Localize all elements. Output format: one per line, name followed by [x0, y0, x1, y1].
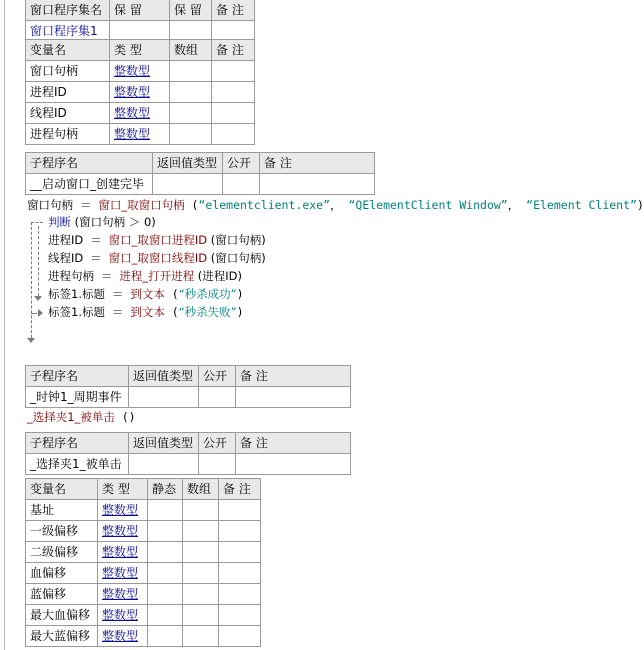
code-string: “秒杀成功”	[178, 287, 237, 301]
code-variable: 标签1.标题	[48, 305, 105, 319]
cell[interactable]	[212, 124, 255, 145]
cell[interactable]	[170, 82, 212, 103]
header-cell: 保 留	[170, 0, 212, 21]
header-cell: 备 注	[236, 366, 351, 387]
cell[interactable]	[219, 605, 261, 626]
flow-line	[31, 222, 43, 223]
var-type-link[interactable]: 整数型	[98, 542, 148, 563]
cell[interactable]	[148, 521, 183, 542]
code-args: (窗口句柄)	[207, 251, 266, 265]
code-line-call-tab-click[interactable]	[27, 409, 136, 425]
cell[interactable]	[148, 605, 183, 626]
cell[interactable]	[148, 563, 183, 584]
cell[interactable]	[236, 454, 351, 475]
var-type-link[interactable]: 整数型	[110, 124, 170, 145]
code-separator: ，	[507, 198, 527, 212]
subroutine-vars-table	[25, 478, 261, 647]
var-type-link[interactable]: 整数型	[98, 500, 148, 521]
header-cell: 备 注	[212, 0, 255, 21]
var-name-cell[interactable]: 窗口句柄	[26, 61, 110, 82]
code-expression: (窗口句柄 ＞ 0)	[71, 215, 156, 229]
code-line-if-judge[interactable]	[48, 214, 156, 230]
table-header-row	[26, 366, 351, 387]
header-cell: 公开	[199, 366, 236, 387]
code-function: 到文本	[130, 305, 165, 319]
cell[interactable]	[148, 542, 183, 563]
table-row[interactable]	[26, 387, 351, 408]
header-cell: 子程序名	[26, 366, 129, 387]
code-line-set-label-success[interactable]	[48, 286, 244, 302]
flow-line	[38, 226, 39, 296]
header-cell: 返回值类型	[129, 433, 199, 454]
header-cell: 类 型	[98, 479, 148, 500]
code-string: “Element Client”	[526, 198, 637, 212]
var-type-link[interactable]: 整数型	[98, 626, 148, 647]
table-row[interactable]	[26, 584, 261, 605]
table-header-row	[26, 433, 351, 454]
var-type-link[interactable]: 整数型	[110, 103, 170, 124]
code-paren: )	[636, 198, 644, 212]
code-args: ()	[114, 410, 136, 424]
table-header-row	[26, 0, 255, 21]
cell[interactable]	[170, 61, 212, 82]
code-separator: ，	[330, 198, 349, 212]
code-function: 窗口_取窗口句柄	[98, 198, 185, 212]
cell[interactable]	[183, 542, 219, 563]
var-name-cell[interactable]: 线程ID	[26, 103, 110, 124]
flow-line	[31, 222, 32, 338]
var-name-cell[interactable]: 最大血偏移	[26, 605, 98, 626]
code-function: 窗口_取窗口进程ID	[108, 233, 208, 247]
table-header-row	[26, 40, 255, 61]
cell[interactable]	[183, 563, 219, 584]
cell[interactable]	[219, 521, 261, 542]
subroutine-table-tab-click	[25, 432, 351, 475]
header-cell: 变量名	[26, 40, 110, 61]
header-cell: 返回值类型	[129, 366, 199, 387]
table-row[interactable]	[26, 454, 351, 475]
code-variable: 进程ID	[48, 233, 84, 247]
cell[interactable]	[153, 174, 223, 195]
table-row[interactable]	[26, 542, 261, 563]
var-name-cell[interactable]: 最大蓝偏移	[26, 626, 98, 647]
table-row[interactable]	[26, 82, 255, 103]
header-cell: 数组	[170, 40, 212, 61]
cell[interactable]	[183, 605, 219, 626]
window-vars-table	[25, 39, 255, 145]
cell[interactable]	[219, 626, 261, 647]
header-cell: 备 注	[236, 433, 351, 454]
code-operator: ＝	[83, 251, 109, 265]
code-line-set-label-fail[interactable]	[48, 304, 244, 320]
code-line-get-thread-id[interactable]	[48, 250, 266, 266]
code-line-get-process-id[interactable]	[48, 232, 266, 248]
cell[interactable]	[219, 563, 261, 584]
var-type-link[interactable]: 整数型	[110, 82, 170, 103]
code-operator: ＝	[94, 269, 120, 283]
code-variable: 窗口句柄	[27, 198, 73, 212]
header-cell: 备 注	[212, 40, 255, 61]
table-row[interactable]	[26, 563, 261, 584]
cell[interactable]	[219, 500, 261, 521]
var-type-link[interactable]: 整数型	[98, 563, 148, 584]
cell[interactable]	[260, 174, 375, 195]
subroutine-table-startup	[25, 152, 375, 195]
var-type-link[interactable]: 整数型	[98, 521, 148, 542]
left-gutter-line	[4, 0, 5, 650]
table-row[interactable]	[26, 605, 261, 626]
table-row[interactable]	[26, 103, 255, 124]
cell[interactable]	[219, 584, 261, 605]
header-cell: 公开	[199, 433, 236, 454]
code-string: “秒杀失败”	[178, 305, 237, 319]
var-type-link[interactable]: 整数型	[98, 605, 148, 626]
cell[interactable]	[183, 626, 219, 647]
var-name-cell[interactable]: 进程句柄	[26, 124, 110, 145]
var-type-link[interactable]: 整数型	[98, 584, 148, 605]
cell[interactable]	[199, 454, 236, 475]
code-paren: (	[184, 198, 199, 212]
code-function: 进程_打开进程	[119, 269, 195, 283]
cell[interactable]	[183, 584, 219, 605]
flow-arrow-right-icon	[38, 309, 43, 317]
header-cell: 子程序名	[26, 433, 129, 454]
flow-arrow-icon	[34, 296, 42, 301]
code-paren: )	[236, 287, 244, 301]
cell[interactable]	[148, 626, 183, 647]
code-function: 到文本	[130, 287, 165, 301]
cell[interactable]	[183, 521, 219, 542]
cell[interactable]	[129, 454, 199, 475]
code-string: “QElementClient Window”	[348, 198, 508, 212]
table-header-row	[26, 479, 261, 500]
cell[interactable]	[183, 500, 219, 521]
subroutine-name-cell[interactable]: _选择夹1_被单击	[26, 454, 129, 475]
flow-arrow-icon	[27, 338, 35, 343]
code-operator: ＝	[83, 233, 109, 247]
table-row[interactable]	[26, 61, 255, 82]
table-row[interactable]	[26, 124, 255, 145]
code-function: 窗口_取窗口线程ID	[108, 251, 208, 265]
subroutine-name-cell[interactable]: __启动窗口_创建完毕	[26, 174, 153, 195]
table-row[interactable]	[26, 500, 261, 521]
cell[interactable]	[219, 542, 261, 563]
code-paren: (	[164, 287, 179, 301]
cell[interactable]	[212, 82, 255, 103]
header-cell: 类 型	[110, 40, 170, 61]
cell[interactable]	[148, 500, 183, 521]
cell[interactable]	[223, 174, 260, 195]
code-args: (窗口句柄)	[207, 233, 266, 247]
cell[interactable]	[129, 387, 199, 408]
code-line-get-window-handle[interactable]	[27, 197, 644, 213]
header-cell: 备 注	[260, 153, 375, 174]
header-cell: 数组	[183, 479, 219, 500]
header-cell: 公开	[223, 153, 260, 174]
cell[interactable]	[212, 61, 255, 82]
subroutine-table-timer	[25, 365, 351, 408]
table-row[interactable]	[26, 521, 261, 542]
code-function: _选择夹1_被单击	[27, 410, 115, 424]
cell[interactable]	[212, 103, 255, 124]
cell[interactable]	[170, 103, 212, 124]
header-cell: 保 留	[110, 0, 170, 21]
cell[interactable]	[170, 124, 212, 145]
code-string: “elementclient.exe”	[198, 198, 331, 212]
subroutine-name-cell[interactable]: _时钟1_周期事件	[26, 387, 129, 408]
header-cell: 窗口程序集名	[26, 0, 110, 21]
window-set-name-cell[interactable]: 窗口程序集1	[26, 21, 110, 42]
header-cell: 变量名	[26, 479, 98, 500]
code-operator: ＝	[104, 287, 131, 301]
cell[interactable]	[236, 387, 351, 408]
window-set-table	[25, 0, 255, 42]
code-variable: 线程ID	[48, 251, 84, 265]
table-row[interactable]	[26, 626, 261, 647]
code-operator: ＝	[73, 198, 99, 212]
var-name-cell[interactable]: 基址	[26, 500, 98, 521]
var-type-link[interactable]: 整数型	[110, 61, 170, 82]
code-paren: )	[236, 305, 244, 319]
header-cell: 子程序名	[26, 153, 153, 174]
header-cell: 静态	[148, 479, 183, 500]
cell[interactable]	[148, 584, 183, 605]
var-name-cell[interactable]: 进程ID	[26, 82, 110, 103]
code-variable: 进程句柄	[48, 269, 94, 283]
code-args: (进程ID)	[194, 269, 242, 283]
cell[interactable]	[199, 387, 236, 408]
code-operator: ＝	[104, 305, 131, 319]
var-name-cell[interactable]: 蓝偏移	[26, 584, 98, 605]
table-header-row	[26, 153, 375, 174]
var-name-cell[interactable]: 血偏移	[26, 563, 98, 584]
code-paren: (	[164, 305, 179, 319]
code-line-open-process[interactable]	[48, 268, 242, 284]
header-cell: 返回值类型	[153, 153, 223, 174]
var-name-cell[interactable]: 一级偏移	[26, 521, 98, 542]
code-variable: 标签1.标题	[48, 287, 105, 301]
header-cell: 备 注	[219, 479, 261, 500]
var-name-cell[interactable]: 二级偏移	[26, 542, 98, 563]
table-row[interactable]	[26, 174, 375, 195]
code-keyword: 判断	[48, 215, 71, 229]
